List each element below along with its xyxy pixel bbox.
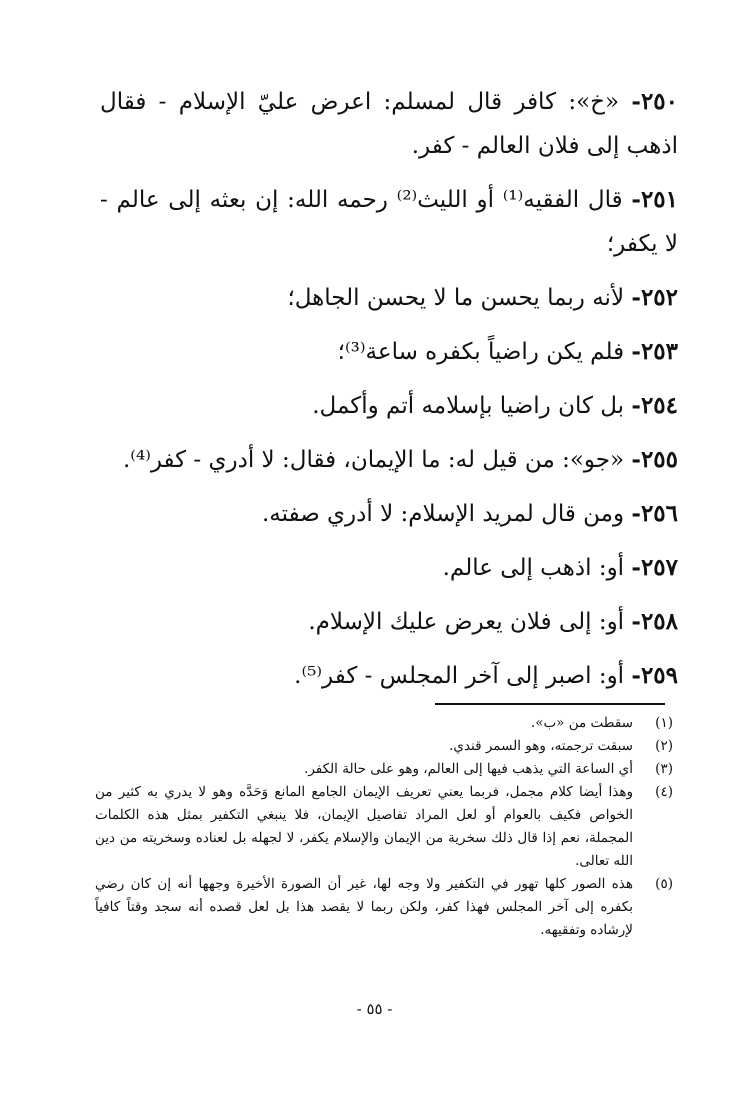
- entry-256: [100, 492, 678, 536]
- entry-text: أو: اصبر إلى آخر المجلس - كفر⁽⁵⁾.: [294, 663, 625, 689]
- entry-number: ٢٥٠-: [631, 88, 679, 115]
- entry-258: [100, 600, 678, 644]
- footnote-number: (٣): [655, 761, 673, 777]
- entry-text: قال الفقيه⁽¹⁾ أو الليث⁽²⁾ رحمه الله: إن بعثه إلى عالم - لا يكفر؛: [100, 187, 678, 257]
- entry-number: ٢٥٨-: [631, 608, 678, 635]
- entry-text: فلم يكن راضياً بكفره ساعة⁽³⁾؛: [337, 339, 625, 365]
- footnote-number: (٥): [655, 876, 673, 892]
- entry-number: ٢٥٢-: [631, 284, 678, 311]
- footnote-text: أي الساعة التي يذهب فيها إلى العالم، وهو على حالة الكفر.: [304, 761, 633, 777]
- footnote-number: (١): [655, 715, 673, 731]
- footnote-text: سبقت ترجمته، وهو السمر قندي.: [449, 738, 633, 754]
- entry-text: بل كان راضيا بإسلامه أتم وأكمل.: [312, 393, 625, 419]
- footnote-3: [95, 758, 673, 781]
- entry-number: ٢٥١-: [631, 186, 678, 213]
- footnotes-list: [95, 712, 673, 942]
- footnote-number: (٢): [655, 738, 673, 754]
- entry-number: ٢٥٥-: [631, 446, 678, 473]
- entry-text: لأنه ربما يحسن ما لا يحسن الجاهل؛: [287, 285, 625, 311]
- entry-254: [100, 384, 678, 428]
- entry-252: [100, 276, 678, 320]
- entry-number: ٢٥٤-: [631, 392, 678, 419]
- footnote-text: هذه الصور كلها تهور في التكفير ولا وجه لها، غير أن الصورة الأخيرة وجهها أنه إن كان رضي بكفره إلى آخر المجلس فهذا كفر، ولكن ربما لا يقصد هذا بل لعل قصده أنه سجد وقتاً كافياً لإرشاده وتفقيهه.: [95, 876, 633, 938]
- entry-text: «جو»: من قيل له: ما الإيمان، فقال: لا أدري - كفر⁽⁴⁾.: [122, 447, 625, 473]
- entries-list: [100, 80, 678, 708]
- footnote-4: [95, 781, 673, 873]
- footnote-1: [95, 712, 673, 735]
- entry-255: [100, 438, 678, 482]
- entry-text: أو: اذهب إلى عالم.: [442, 555, 625, 581]
- entry-253: [100, 330, 678, 374]
- entry-257: [100, 546, 678, 590]
- footnote-number: (٤): [655, 784, 673, 800]
- entry-number: ٢٥٣-: [631, 338, 678, 365]
- entry-text: «خ»: كافر قال لمسلم: اعرض عليّ الإسلام - فقال اذهب إلى فلان العالم - كفر.: [100, 89, 678, 159]
- entry-251: [100, 178, 678, 266]
- footnote-5: [95, 873, 673, 942]
- footnote-2: [95, 735, 673, 758]
- entry-250: [100, 80, 678, 168]
- footnote-text: سقطت من «ب».: [530, 715, 633, 731]
- entry-number: ٢٥٧-: [631, 554, 678, 581]
- entry-number: ٢٥٦-: [631, 500, 678, 527]
- entry-number: ٢٥٩-: [631, 662, 678, 689]
- entry-text: أو: إلى فلان يعرض عليك الإسلام.: [308, 609, 625, 635]
- entry-259: [100, 654, 678, 698]
- entry-text: ومن قال لمريد الإسلام: لا أدري صفته.: [261, 501, 625, 527]
- footnote-divider: [435, 703, 665, 705]
- page-number: - ٥٥ -: [356, 1000, 393, 1018]
- footnote-text: وهذا أيضا كلام مجمل، فربما يعني تعريف الإيمان الجامع المانع وَحَدَّه وهو لا يدري به كثير من الخواص فكيف بالعوام أو لعل المراد تفاصيل الإيمان، فلا ينبغي التكفير بمثل هذه الكلمات المجملة، نعم إذا قال ذلك سخرية من الإيمان والإسلام يكفر، لا لجهله بل لعناده وسخريته من دين الله تعالى.: [95, 784, 633, 869]
